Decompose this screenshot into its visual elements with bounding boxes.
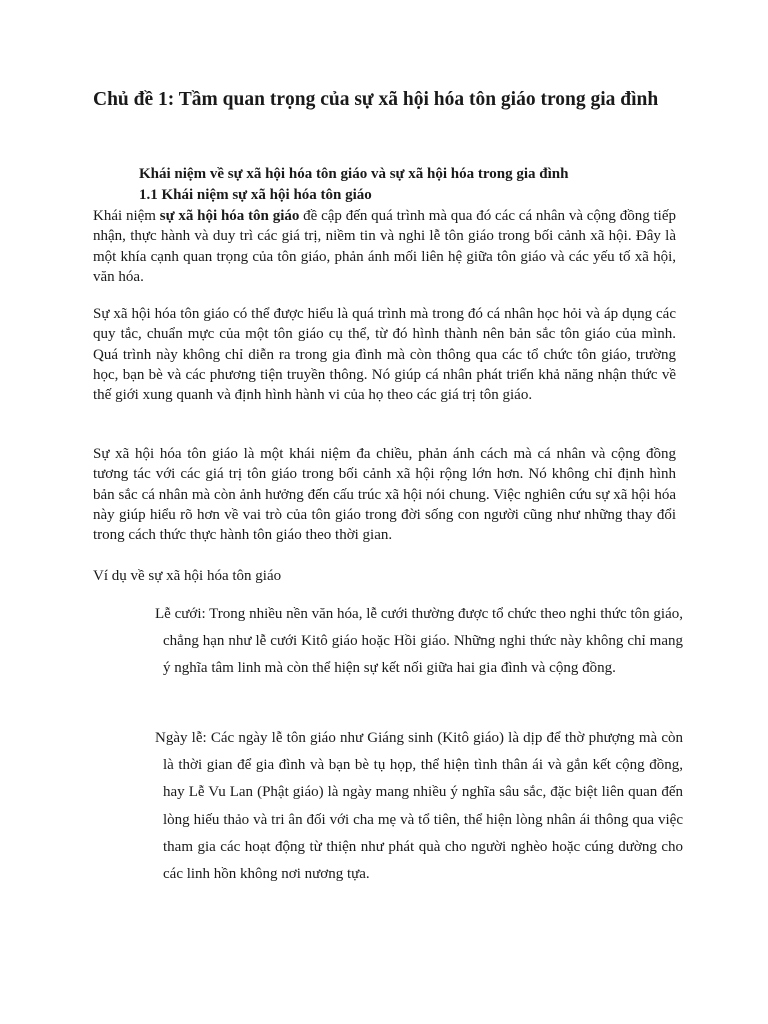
paragraph-1 — [93, 206, 676, 287]
paragraph-2: Sự xã hội hóa tôn giáo có thể được hiểu là quá trình mà trong đó cá nhân học hỏi và áp dụng các quy tắc, chuẩn mực của một tôn giáo cụ thể, từ đó hình thành nên bản sắc tôn giáo của mình. Quá trình này không chỉ diễn ra trong gia đình mà còn thông qua các tổ chức tôn giáo, trường học, bạn bè và các phương tiện truyền thông. Nó giúp cá nhân phát triển khả năng nhận thức về thế giới xung quanh và định hình hành vi của họ theo các giá trị tôn giáo. — [93, 306, 676, 404]
examples-label: Ví dụ về sự xã hội hóa tôn giáo — [93, 568, 282, 584]
paragraph-1-bold-term: sự xã hội hóa tôn giáo — [159, 208, 300, 224]
example-item-holidays: Ngày lễ: Các ngày lễ tôn giáo như Giáng sinh (Kitô giáo) là dịp để thờ phượng mà còn là thời gian để gia đình và bạn bè tụ họp, thể hiện tình thân ái và gắn kết cộng đồng, hay Lễ Vu Lan (Phật giáo) là ngày mang nhiều ý nghĩa sâu sắc, đặc biệt liên quan đến lòng hiếu thảo và tri ân đối với cha mẹ và tổ tiên, thể hiện lòng nhân ái thông qua việc tham gia các hoạt động từ thiện như phát quà cho người nghèo hoặc cúng dường cho các linh hồn không nơi nương tựa. — [155, 730, 683, 883]
page-title: Chủ đề 1: Tầm quan trọng của sự xã hội hóa tôn giáo trong gia đình — [93, 89, 659, 110]
subsection-heading: 1.1 Khái niệm sự xã hội hóa tôn giáo — [139, 187, 372, 203]
paragraph-1-rest: đề cập đến quá trình mà qua đó các cá nhân và cộng đồng tiếp nhận, thực hành và duy trì các giá trị, niềm tin và nghi lễ tôn giáo trong bối cảnh xã hội. Đây là một khía cạnh quan trọng của tôn giáo, phản ánh mối liên hệ giữa tôn giáo và các yếu tố xã hội, văn hóa. — [93, 208, 676, 285]
paragraph-1-start: Khái niệm — [93, 208, 160, 224]
section-heading: Khái niệm về sự xã hội hóa tôn giáo và sự xã hội hóa trong gia đình — [139, 166, 569, 182]
example-item-wedding: Lễ cưới: Trong nhiều nền văn hóa, lễ cưới thường được tổ chức theo nghi thức tôn giáo, chẳng hạn như lễ cưới Kitô giáo hoặc Hồi giáo. Những nghi thức này không chỉ mang ý nghĩa tâm linh mà còn thể hiện sự kết nối giữa hai gia đình và cộng đồng. — [155, 606, 683, 677]
paragraph-3: Sự xã hội hóa tôn giáo là một khái niệm đa chiều, phản ánh cách mà cá nhân và cộng đồng tương tác với các giá trị tôn giáo trong bối cảnh xã hội rộng lớn hơn. Nó không chỉ định hình bản sắc cá nhân mà còn ảnh hưởng đến cấu trúc xã hội nói chung. Việc nghiên cứu sự xã hội hóa này giúp hiểu rõ hơn về vai trò của tôn giáo trong đời sống con người cũng như những thay đổi trong cách thức thực hành tôn giáo theo thời gian. — [93, 446, 676, 544]
